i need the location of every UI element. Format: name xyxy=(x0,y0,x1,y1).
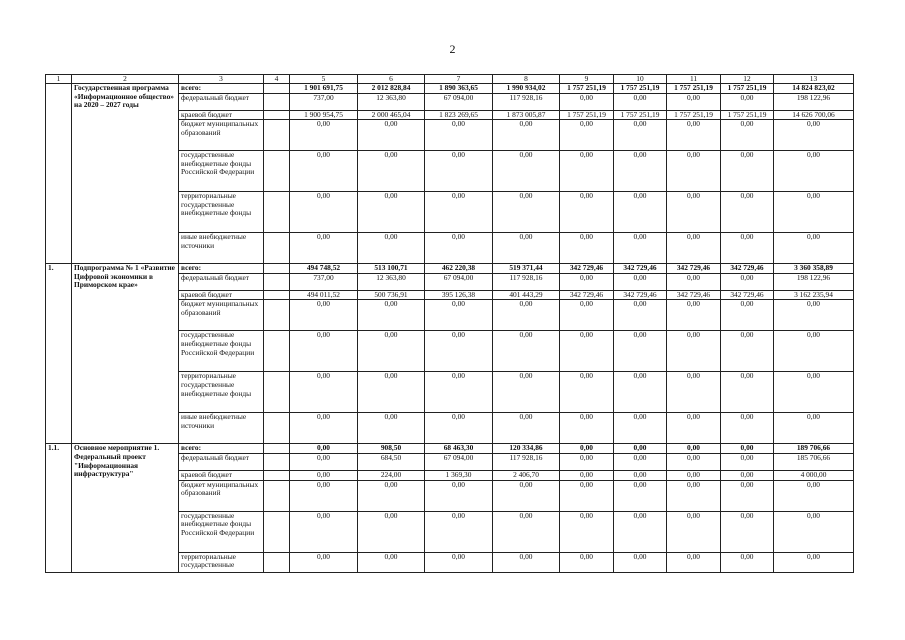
value-cell: 0,00 xyxy=(667,444,721,454)
value-cell: 0,00 xyxy=(560,511,614,552)
value-cell: 0,00 xyxy=(358,413,425,444)
value-cell: 0,00 xyxy=(290,552,358,572)
value-cell: 737,00 xyxy=(290,93,358,110)
value-cell: 0,00 xyxy=(614,233,667,264)
value-cell: 342 729,46 xyxy=(721,290,774,300)
col-header: 11 xyxy=(667,75,721,84)
value-cell: 0,00 xyxy=(358,300,425,331)
value-cell: 0,00 xyxy=(774,480,854,511)
value-cell: 0,00 xyxy=(614,372,667,413)
value-cell: 0,00 xyxy=(721,511,774,552)
funding-source: бюджет муниципальных образований xyxy=(179,120,264,151)
value-cell: 0,00 xyxy=(290,444,358,454)
value-cell: 117 928,16 xyxy=(493,93,560,110)
value-cell: 0,00 xyxy=(774,192,854,233)
value-cell: 1 873 005,87 xyxy=(493,110,560,120)
value-cell: 0,00 xyxy=(667,93,721,110)
funding-source: государственные внебюджетные фонды Российской Федерации xyxy=(179,331,264,372)
funding-source: территориальные государственные внебюджетные фонды xyxy=(179,192,264,233)
value-cell: 0,00 xyxy=(290,413,358,444)
value-cell: 0,00 xyxy=(721,413,774,444)
value-cell: 0,00 xyxy=(358,372,425,413)
empty-cell xyxy=(264,511,290,552)
value-cell: 513 100,71 xyxy=(358,264,425,274)
value-cell: 0,00 xyxy=(721,192,774,233)
value-cell: 1 757 251,19 xyxy=(560,110,614,120)
empty-cell xyxy=(264,372,290,413)
empty-cell xyxy=(264,290,290,300)
value-cell: 0,00 xyxy=(667,331,721,372)
value-cell: 0,00 xyxy=(721,233,774,264)
value-cell: 0,00 xyxy=(667,273,721,290)
value-cell: 0,00 xyxy=(560,372,614,413)
value-cell: 0,00 xyxy=(560,331,614,372)
empty-cell xyxy=(264,444,290,454)
value-cell: 0,00 xyxy=(560,151,614,192)
value-cell: 0,00 xyxy=(667,470,721,480)
value-cell: 0,00 xyxy=(614,120,667,151)
value-cell: 1 757 251,19 xyxy=(667,110,721,120)
empty-cell xyxy=(264,192,290,233)
value-cell: 0,00 xyxy=(721,331,774,372)
value-cell: 519 371,44 xyxy=(493,264,560,274)
value-cell: 0,00 xyxy=(774,511,854,552)
value-cell: 12 363,80 xyxy=(358,273,425,290)
empty-cell xyxy=(264,273,290,290)
value-cell: 0,00 xyxy=(560,300,614,331)
value-cell: 0,00 xyxy=(721,453,774,470)
section-name: Подпрограмма № 1 «Развитие Цифровой экономики в Приморском крае» xyxy=(72,264,179,444)
value-cell: 0,00 xyxy=(493,331,560,372)
value-cell: 0,00 xyxy=(721,93,774,110)
value-cell: 0,00 xyxy=(721,300,774,331)
value-cell: 0,00 xyxy=(667,511,721,552)
empty-cell xyxy=(264,110,290,120)
section-index: 1.1. xyxy=(46,444,72,572)
value-cell: 0,00 xyxy=(721,444,774,454)
funding-source: бюджет муниципальных образований xyxy=(179,300,264,331)
value-cell: 0,00 xyxy=(774,331,854,372)
value-cell: 0,00 xyxy=(358,511,425,552)
value-cell: 224,00 xyxy=(358,470,425,480)
value-cell: 0,00 xyxy=(721,552,774,572)
funding-source: бюджет муниципальных образований xyxy=(179,480,264,511)
value-cell: 0,00 xyxy=(358,233,425,264)
value-cell: 0,00 xyxy=(290,192,358,233)
value-cell: 1 757 251,19 xyxy=(614,110,667,120)
value-cell: 0,00 xyxy=(667,300,721,331)
value-cell: 0,00 xyxy=(667,192,721,233)
value-cell: 0,00 xyxy=(358,552,425,572)
col-header: 12 xyxy=(721,75,774,84)
value-cell: 0,00 xyxy=(493,151,560,192)
value-cell: 3 162 235,94 xyxy=(774,290,854,300)
col-header: 13 xyxy=(774,75,854,84)
value-cell: 1 901 691,75 xyxy=(290,84,358,94)
value-cell: 0,00 xyxy=(425,511,493,552)
value-cell: 0,00 xyxy=(290,331,358,372)
value-cell: 0,00 xyxy=(667,233,721,264)
funding-source: государственные внебюджетные фонды Российской Федерации xyxy=(179,511,264,552)
page-number: 2 xyxy=(449,42,456,56)
empty-cell xyxy=(264,331,290,372)
value-cell: 0,00 xyxy=(290,372,358,413)
value-cell: 0,00 xyxy=(667,120,721,151)
value-cell: 14 626 700,06 xyxy=(774,110,854,120)
value-cell: 68 463,30 xyxy=(425,444,493,454)
value-cell: 0,00 xyxy=(560,413,614,444)
col-header: 7 xyxy=(425,75,493,84)
value-cell: 0,00 xyxy=(721,151,774,192)
empty-cell xyxy=(264,470,290,480)
value-cell: 0,00 xyxy=(290,151,358,192)
value-cell: 1 900 954,75 xyxy=(290,110,358,120)
value-cell: 0,00 xyxy=(667,413,721,444)
value-cell: 0,00 xyxy=(493,233,560,264)
value-cell: 0,00 xyxy=(667,372,721,413)
value-cell: 0,00 xyxy=(358,120,425,151)
value-cell: 342 729,46 xyxy=(560,264,614,274)
table-row xyxy=(46,84,854,94)
value-cell: 342 729,46 xyxy=(614,264,667,274)
value-cell: 1 823 269,65 xyxy=(425,110,493,120)
value-cell: 0,00 xyxy=(614,413,667,444)
col-header: 4 xyxy=(264,75,290,84)
value-cell: 1 757 251,19 xyxy=(560,84,614,94)
value-cell: 0,00 xyxy=(721,480,774,511)
value-cell: 198 122,96 xyxy=(774,273,854,290)
value-cell: 462 220,38 xyxy=(425,264,493,274)
value-cell: 2 000 465,04 xyxy=(358,110,425,120)
value-cell: 342 729,46 xyxy=(667,264,721,274)
value-cell: 0,00 xyxy=(560,273,614,290)
value-cell: 0,00 xyxy=(425,151,493,192)
value-cell: 0,00 xyxy=(614,273,667,290)
column-number-row xyxy=(46,75,854,84)
value-cell: 0,00 xyxy=(290,470,358,480)
value-cell: 0,00 xyxy=(667,453,721,470)
value-cell: 0,00 xyxy=(721,372,774,413)
value-cell: 0,00 xyxy=(560,552,614,572)
value-cell: 0,00 xyxy=(493,552,560,572)
value-cell: 494 748,52 xyxy=(290,264,358,274)
value-cell: 0,00 xyxy=(774,151,854,192)
empty-cell xyxy=(264,233,290,264)
value-cell: 0,00 xyxy=(560,480,614,511)
value-cell: 0,00 xyxy=(560,93,614,110)
table-row xyxy=(46,264,854,274)
empty-cell xyxy=(264,413,290,444)
value-cell: 1 369,30 xyxy=(425,470,493,480)
value-cell: 342 729,46 xyxy=(614,290,667,300)
value-cell: 0,00 xyxy=(290,233,358,264)
value-cell: 0,00 xyxy=(290,511,358,552)
value-cell: 0,00 xyxy=(614,480,667,511)
value-cell: 401 443,29 xyxy=(493,290,560,300)
value-cell: 0,00 xyxy=(425,480,493,511)
value-cell: 0,00 xyxy=(614,470,667,480)
value-cell: 1 990 934,02 xyxy=(493,84,560,94)
value-cell: 117 928,16 xyxy=(493,453,560,470)
section-name: Основное мероприятие 1. Федеральный проект "Информационная инфраструктура" xyxy=(72,444,179,572)
value-cell: 0,00 xyxy=(774,120,854,151)
empty-cell xyxy=(264,84,290,94)
value-cell: 0,00 xyxy=(614,511,667,552)
value-cell: 0,00 xyxy=(774,413,854,444)
col-header: 5 xyxy=(290,75,358,84)
value-cell: 684,50 xyxy=(358,453,425,470)
value-cell: 0,00 xyxy=(614,552,667,572)
value-cell: 0,00 xyxy=(425,331,493,372)
value-cell: 117 928,16 xyxy=(493,273,560,290)
empty-cell xyxy=(264,120,290,151)
value-cell: 3 360 358,89 xyxy=(774,264,854,274)
empty-cell xyxy=(264,264,290,274)
value-cell: 1 757 251,19 xyxy=(721,84,774,94)
col-header: 1 xyxy=(46,75,72,84)
value-cell: 1 757 251,19 xyxy=(667,84,721,94)
value-cell: 0,00 xyxy=(560,192,614,233)
value-cell: 0,00 xyxy=(358,480,425,511)
value-cell: 67 094,00 xyxy=(425,273,493,290)
value-cell: 342 729,46 xyxy=(667,290,721,300)
value-cell: 0,00 xyxy=(614,331,667,372)
col-header: 6 xyxy=(358,75,425,84)
value-cell: 0,00 xyxy=(425,233,493,264)
funding-source: всего: xyxy=(179,84,264,94)
funding-source: всего: xyxy=(179,444,264,454)
funding-source: краевой бюджет xyxy=(179,110,264,120)
value-cell: 0,00 xyxy=(774,233,854,264)
value-cell: 0,00 xyxy=(425,192,493,233)
value-cell: 0,00 xyxy=(560,470,614,480)
value-cell: 0,00 xyxy=(774,552,854,572)
value-cell: 12 363,80 xyxy=(358,93,425,110)
section-index: 1. xyxy=(46,264,72,444)
value-cell: 0,00 xyxy=(493,413,560,444)
value-cell: 1 757 251,19 xyxy=(614,84,667,94)
value-cell: 0,00 xyxy=(290,453,358,470)
funding-source: федеральный бюджет xyxy=(179,93,264,110)
value-cell: 1 890 363,65 xyxy=(425,84,493,94)
value-cell: 342 729,46 xyxy=(721,264,774,274)
value-cell: 0,00 xyxy=(425,372,493,413)
value-cell: 0,00 xyxy=(560,233,614,264)
value-cell: 0,00 xyxy=(614,93,667,110)
col-header: 2 xyxy=(72,75,179,84)
value-cell: 500 736,91 xyxy=(358,290,425,300)
funding-source: территориальные государственные xyxy=(179,552,264,572)
value-cell: 0,00 xyxy=(290,300,358,331)
budget-table xyxy=(45,74,854,573)
col-header: 9 xyxy=(560,75,614,84)
value-cell: 0,00 xyxy=(425,413,493,444)
col-header: 8 xyxy=(493,75,560,84)
value-cell: 0,00 xyxy=(721,120,774,151)
value-cell: 0,00 xyxy=(774,372,854,413)
col-header: 10 xyxy=(614,75,667,84)
value-cell: 67 094,00 xyxy=(425,453,493,470)
value-cell: 0,00 xyxy=(721,273,774,290)
value-cell: 0,00 xyxy=(425,120,493,151)
value-cell: 0,00 xyxy=(614,300,667,331)
empty-cell xyxy=(264,480,290,511)
value-cell: 0,00 xyxy=(614,453,667,470)
value-cell: 0,00 xyxy=(358,331,425,372)
value-cell: 198 122,96 xyxy=(774,93,854,110)
value-cell: 0,00 xyxy=(774,300,854,331)
empty-cell xyxy=(264,552,290,572)
funding-source: краевой бюджет xyxy=(179,290,264,300)
funding-source: иные внебюджетные источники xyxy=(179,413,264,444)
value-cell: 14 824 823,02 xyxy=(774,84,854,94)
empty-cell xyxy=(264,453,290,470)
value-cell: 0,00 xyxy=(721,470,774,480)
value-cell: 4 000,00 xyxy=(774,470,854,480)
funding-source: краевой бюджет xyxy=(179,470,264,480)
empty-cell xyxy=(264,300,290,331)
value-cell: 189 706,66 xyxy=(774,444,854,454)
value-cell: 0,00 xyxy=(614,151,667,192)
value-cell: 395 126,38 xyxy=(425,290,493,300)
value-cell: 0,00 xyxy=(493,372,560,413)
value-cell: 185 706,66 xyxy=(774,453,854,470)
value-cell: 737,00 xyxy=(290,273,358,290)
value-cell: 0,00 xyxy=(560,444,614,454)
value-cell: 120 334,86 xyxy=(493,444,560,454)
section-name: Государственная программа «Информационное общество» на 2020 – 2027 годы xyxy=(72,84,179,264)
table-row xyxy=(46,444,854,454)
value-cell: 0,00 xyxy=(493,300,560,331)
empty-cell xyxy=(264,151,290,192)
value-cell: 0,00 xyxy=(290,480,358,511)
value-cell: 494 011,52 xyxy=(290,290,358,300)
section-index xyxy=(46,84,72,264)
value-cell: 0,00 xyxy=(493,511,560,552)
value-cell: 0,00 xyxy=(560,453,614,470)
funding-source: федеральный бюджет xyxy=(179,273,264,290)
value-cell: 0,00 xyxy=(493,120,560,151)
funding-source: государственные внебюджетные фонды Российской Федерации xyxy=(179,151,264,192)
value-cell: 0,00 xyxy=(667,480,721,511)
value-cell: 67 094,00 xyxy=(425,93,493,110)
funding-source: иные внебюджетные источники xyxy=(179,233,264,264)
value-cell: 1 757 251,19 xyxy=(721,110,774,120)
funding-source: территориальные государственные внебюджетные фонды xyxy=(179,372,264,413)
value-cell: 0,00 xyxy=(614,444,667,454)
value-cell: 0,00 xyxy=(493,480,560,511)
funding-source: федеральный бюджет xyxy=(179,453,264,470)
value-cell: 0,00 xyxy=(358,151,425,192)
value-cell: 0,00 xyxy=(358,192,425,233)
value-cell: 0,00 xyxy=(667,151,721,192)
col-header: 3 xyxy=(179,75,264,84)
value-cell: 0,00 xyxy=(425,552,493,572)
value-cell: 0,00 xyxy=(425,300,493,331)
value-cell: 908,50 xyxy=(358,444,425,454)
funding-source: всего: xyxy=(179,264,264,274)
empty-cell xyxy=(264,93,290,110)
value-cell: 0,00 xyxy=(493,192,560,233)
value-cell: 342 729,46 xyxy=(560,290,614,300)
value-cell: 2 012 828,84 xyxy=(358,84,425,94)
value-cell: 0,00 xyxy=(560,120,614,151)
value-cell: 0,00 xyxy=(614,192,667,233)
value-cell: 0,00 xyxy=(667,552,721,572)
value-cell: 2 406,70 xyxy=(493,470,560,480)
value-cell: 0,00 xyxy=(290,120,358,151)
